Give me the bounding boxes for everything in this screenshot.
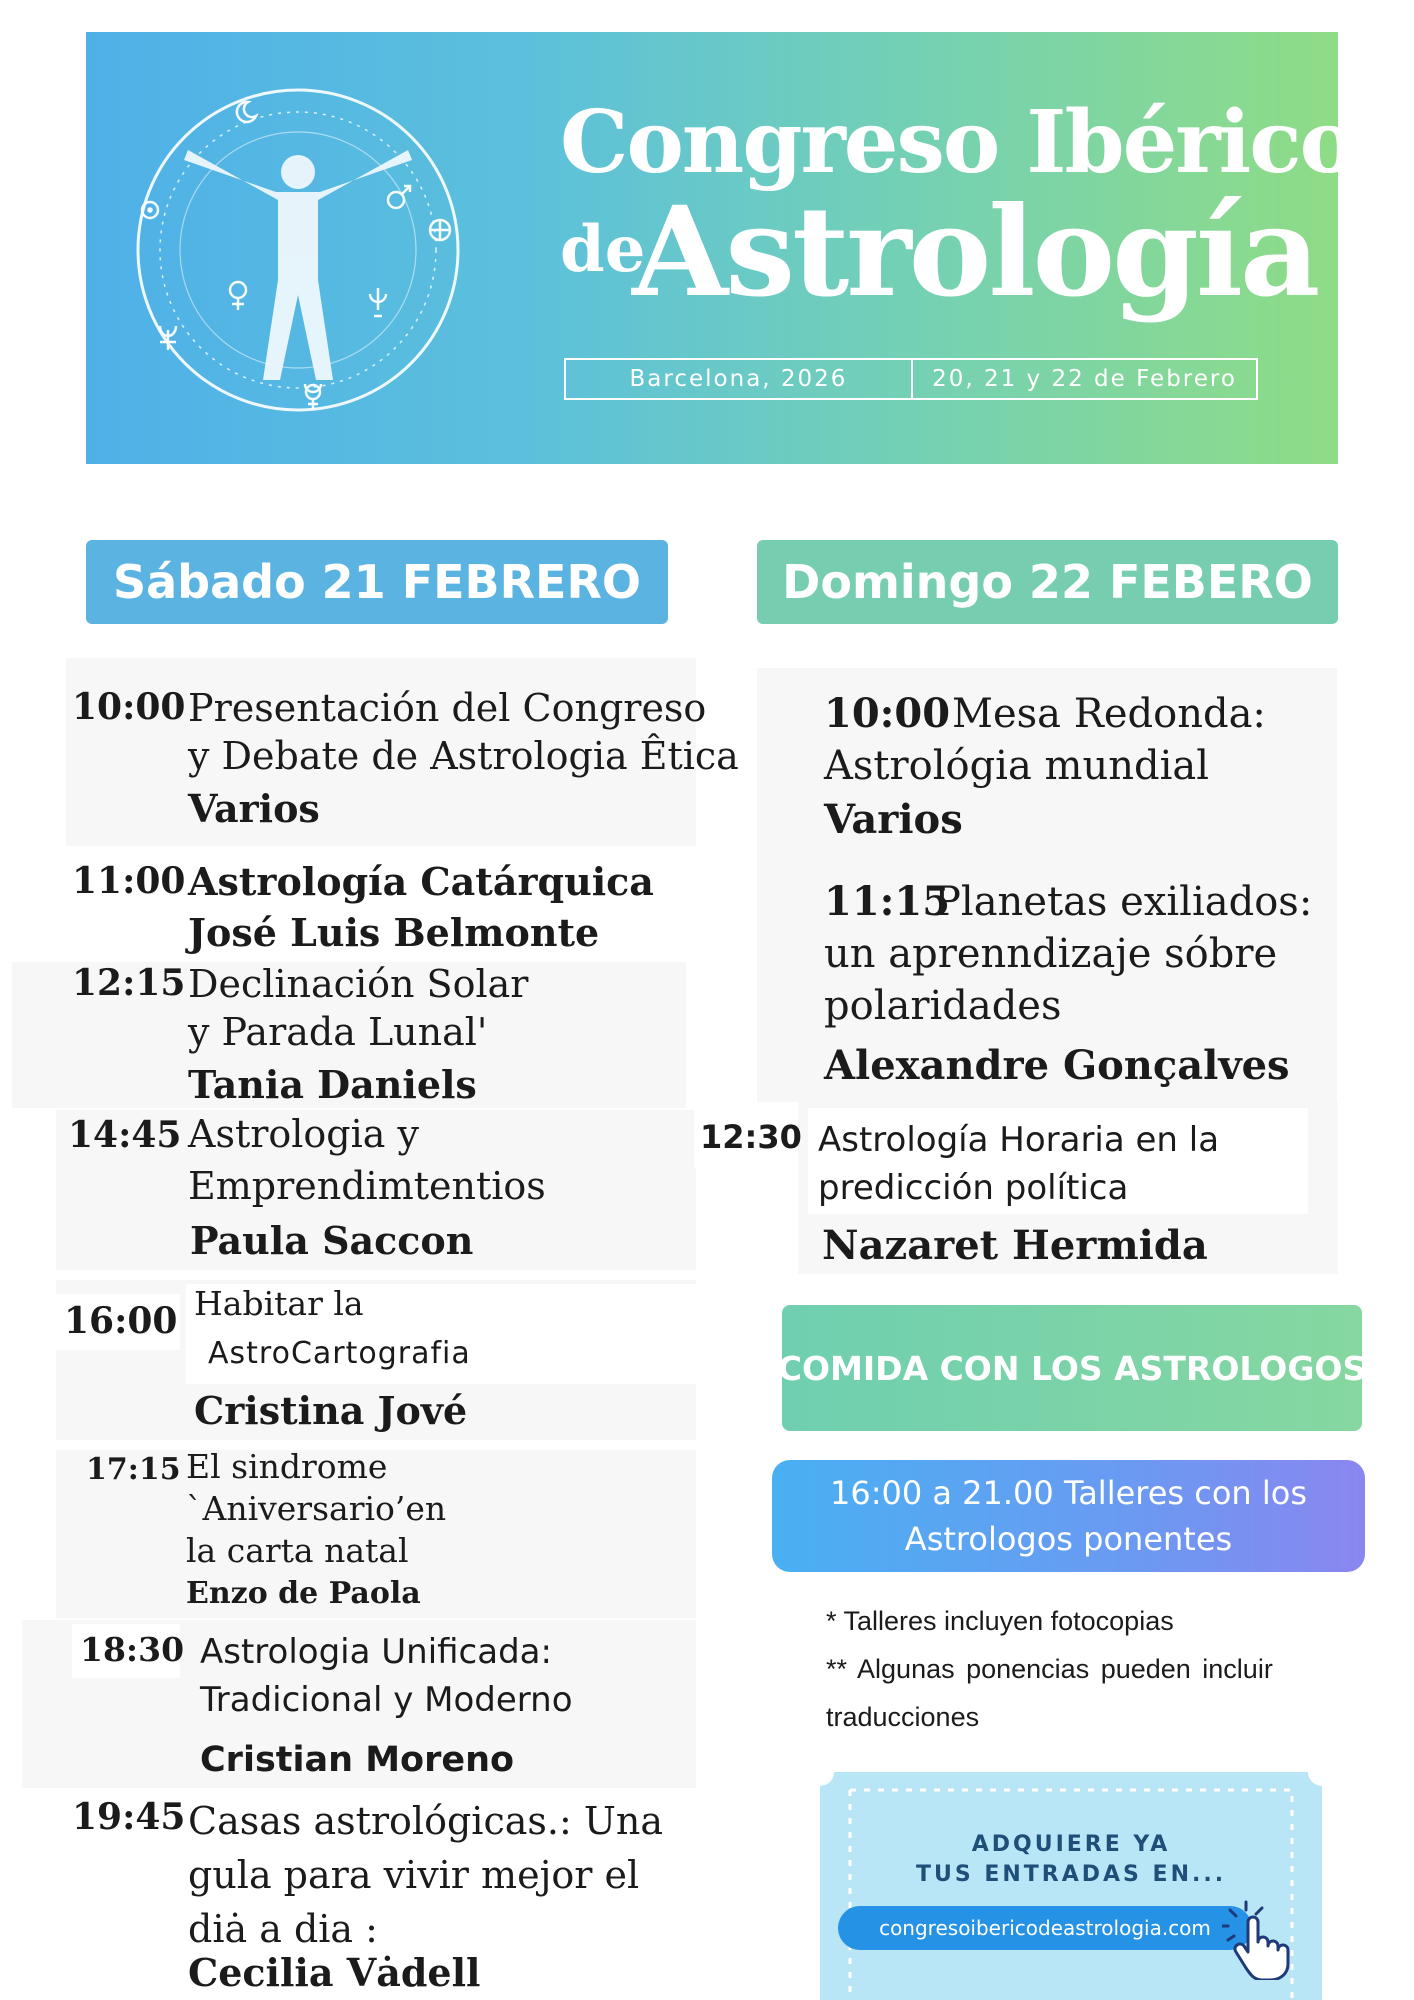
sunday-heading: Domingo 22 FEBERO: [757, 540, 1338, 624]
session-title: y Parada Lunal': [188, 1010, 488, 1054]
session-title: Habitar la: [194, 1284, 364, 1323]
session-time: 17:15: [86, 1452, 181, 1487]
title-de: de: [560, 212, 646, 287]
session-title: El sindrome: [186, 1447, 388, 1486]
saturday-heading: Sábado 21 FEBRERO: [86, 540, 668, 624]
session-title: Declinación Solar: [188, 962, 529, 1006]
workshops-line-1: 16:00 a 21.00 Talleres con los: [829, 1474, 1308, 1512]
workshops-line-2: Astrologos ponentes: [904, 1520, 1233, 1558]
event-city-year: Barcelona, 2026: [566, 360, 913, 398]
session-title: Mesa Redonda:: [952, 691, 1266, 737]
session-time: 19:45: [72, 1796, 186, 1838]
website-link[interactable]: congresoibericodeastrologia.com: [838, 1906, 1252, 1950]
ticket-line-2: TUS ENTRADAS EN...: [915, 1862, 1227, 1887]
session-title: `Aniversario’en: [186, 1489, 447, 1528]
session-speaker: Alexandre Gonçalves: [824, 1042, 1290, 1089]
session-time: 11:15: [824, 878, 951, 925]
session-speaker: Cecilia Vȧdell: [188, 1950, 481, 1995]
session-time: 11:00: [72, 860, 186, 902]
title-line-2: Astrología: [632, 180, 1318, 325]
ticket-heading: [860, 1830, 1282, 1890]
session-title: Astrología Catárquica: [188, 859, 654, 904]
note-photocopies: * Talleres incluyen fotocopias: [826, 1606, 1174, 1636]
session-title: polaridades: [824, 983, 1062, 1029]
session-time: 10:00: [72, 686, 186, 728]
session-time: 14:45: [68, 1114, 182, 1156]
session-time: 18:30: [80, 1630, 185, 1669]
session-title: Astrológia mundial: [824, 743, 1210, 789]
title-line-1: Congreso Ibérico: [560, 92, 1355, 193]
session-title: predicción política: [818, 1168, 1129, 1208]
session-title: Astrología Horaria en la: [818, 1120, 1220, 1160]
session-title: Emprendimtentios: [188, 1164, 546, 1208]
session-title: la carta natal: [186, 1531, 409, 1570]
session-speaker: Tania Daniels: [188, 1062, 477, 1107]
session-title: un aprenndizaje sóbre: [824, 931, 1278, 977]
zodiac-wheel-human-figure-icon: [128, 80, 468, 420]
event-info-box: [564, 358, 1258, 400]
session-speaker: Cristina Jové: [194, 1388, 468, 1433]
workshops-box: [772, 1460, 1365, 1572]
session-title: Astrologia y: [188, 1112, 419, 1156]
session-title: Presentación del Congreso: [188, 686, 707, 730]
session-title: AstroCartografia: [208, 1336, 471, 1371]
session-speaker: Enzo de Paola: [186, 1576, 421, 1611]
session-speaker: Varios: [824, 796, 963, 843]
session-time: 12:15: [72, 962, 186, 1004]
session-title: diȧ a dia :: [188, 1907, 378, 1951]
session-title: Tradicional y Moderno: [200, 1680, 573, 1720]
note-translations: ** Algunas ponencias pueden incluir: [826, 1654, 1273, 1684]
note-translations-cont: traducciones: [826, 1702, 980, 1732]
session-title: y Debate de Astrologia Êtica: [188, 734, 739, 778]
pointing-hand-click-icon: [1222, 1900, 1302, 1980]
session-time: 16:00: [64, 1300, 178, 1342]
ticket-line-1: ADQUIERE YA: [971, 1832, 1171, 1857]
session-speaker: Nazaret Hermida: [822, 1222, 1208, 1269]
session-speaker: Cristian Moreno: [200, 1740, 515, 1780]
event-dates: 20, 21 y 22 de Febrero: [932, 366, 1237, 392]
session-title: Astrologia Unificada:: [200, 1632, 552, 1672]
lunch-banner: COMIDA CON LOS ASTROLOGOS: [782, 1305, 1362, 1431]
session-time: 10:00: [824, 690, 951, 737]
session-speaker: José Luis Belmonte: [188, 910, 600, 955]
session-title: Planetas exiliados:: [934, 879, 1313, 925]
session-speaker: Paula Saccon: [190, 1218, 474, 1263]
session-title: Casas astrológicas.: Una: [188, 1799, 663, 1843]
session-title: gula para vivir mejor el: [188, 1853, 640, 1897]
session-speaker: Varios: [188, 786, 320, 831]
session-time: 12:30: [700, 1118, 802, 1156]
